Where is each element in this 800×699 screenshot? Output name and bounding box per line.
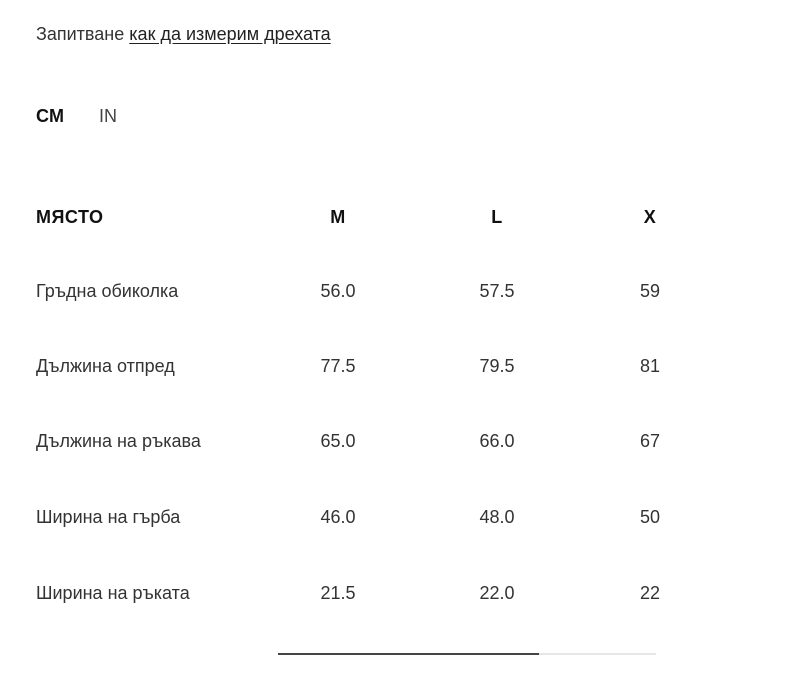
row-label: Ширина на ръката xyxy=(36,583,190,603)
cell-value: 67 xyxy=(639,431,661,451)
unit-in-button[interactable]: IN xyxy=(99,106,118,126)
table-header xyxy=(0,207,800,231)
cell-value: 21.5 xyxy=(320,583,356,603)
column-header-place: МЯСТО xyxy=(36,207,104,227)
unit-cm-button[interactable]: CM xyxy=(36,106,64,126)
row-label: Дължина отпред xyxy=(36,356,175,376)
cell-value: 65.0 xyxy=(320,431,356,451)
cell-value: 59 xyxy=(639,281,661,301)
table-row xyxy=(0,281,800,305)
cell-value: 48.0 xyxy=(479,507,515,527)
row-label: Ширина на гърба xyxy=(36,507,181,527)
cell-value: 46.0 xyxy=(320,507,356,527)
row-label: Дължина на ръкава xyxy=(36,431,201,451)
column-header-size: M xyxy=(330,207,346,227)
scrollbar-thumb[interactable] xyxy=(278,653,539,655)
table-row xyxy=(0,507,800,531)
how-to-measure-link[interactable]: как да измерим дрехата xyxy=(129,24,331,44)
cell-value: 57.5 xyxy=(479,281,515,301)
cell-value: 66.0 xyxy=(479,431,515,451)
column-header-size: X xyxy=(643,207,657,227)
column-header-size: L xyxy=(491,207,503,227)
horizontal-scrollbar[interactable] xyxy=(278,653,656,655)
table-row xyxy=(0,356,800,380)
cell-value: 22 xyxy=(639,583,661,603)
cell-value: 77.5 xyxy=(320,356,356,376)
cell-value: 50 xyxy=(639,507,661,527)
row-label: Гръдна обиколка xyxy=(36,281,179,301)
table-row xyxy=(0,583,800,607)
cell-value: 56.0 xyxy=(320,281,356,301)
table-row xyxy=(0,431,800,455)
cell-value: 79.5 xyxy=(479,356,515,376)
intro-prefix: Запитване xyxy=(36,24,125,44)
cell-value: 81 xyxy=(639,356,661,376)
cell-value: 22.0 xyxy=(479,583,515,603)
